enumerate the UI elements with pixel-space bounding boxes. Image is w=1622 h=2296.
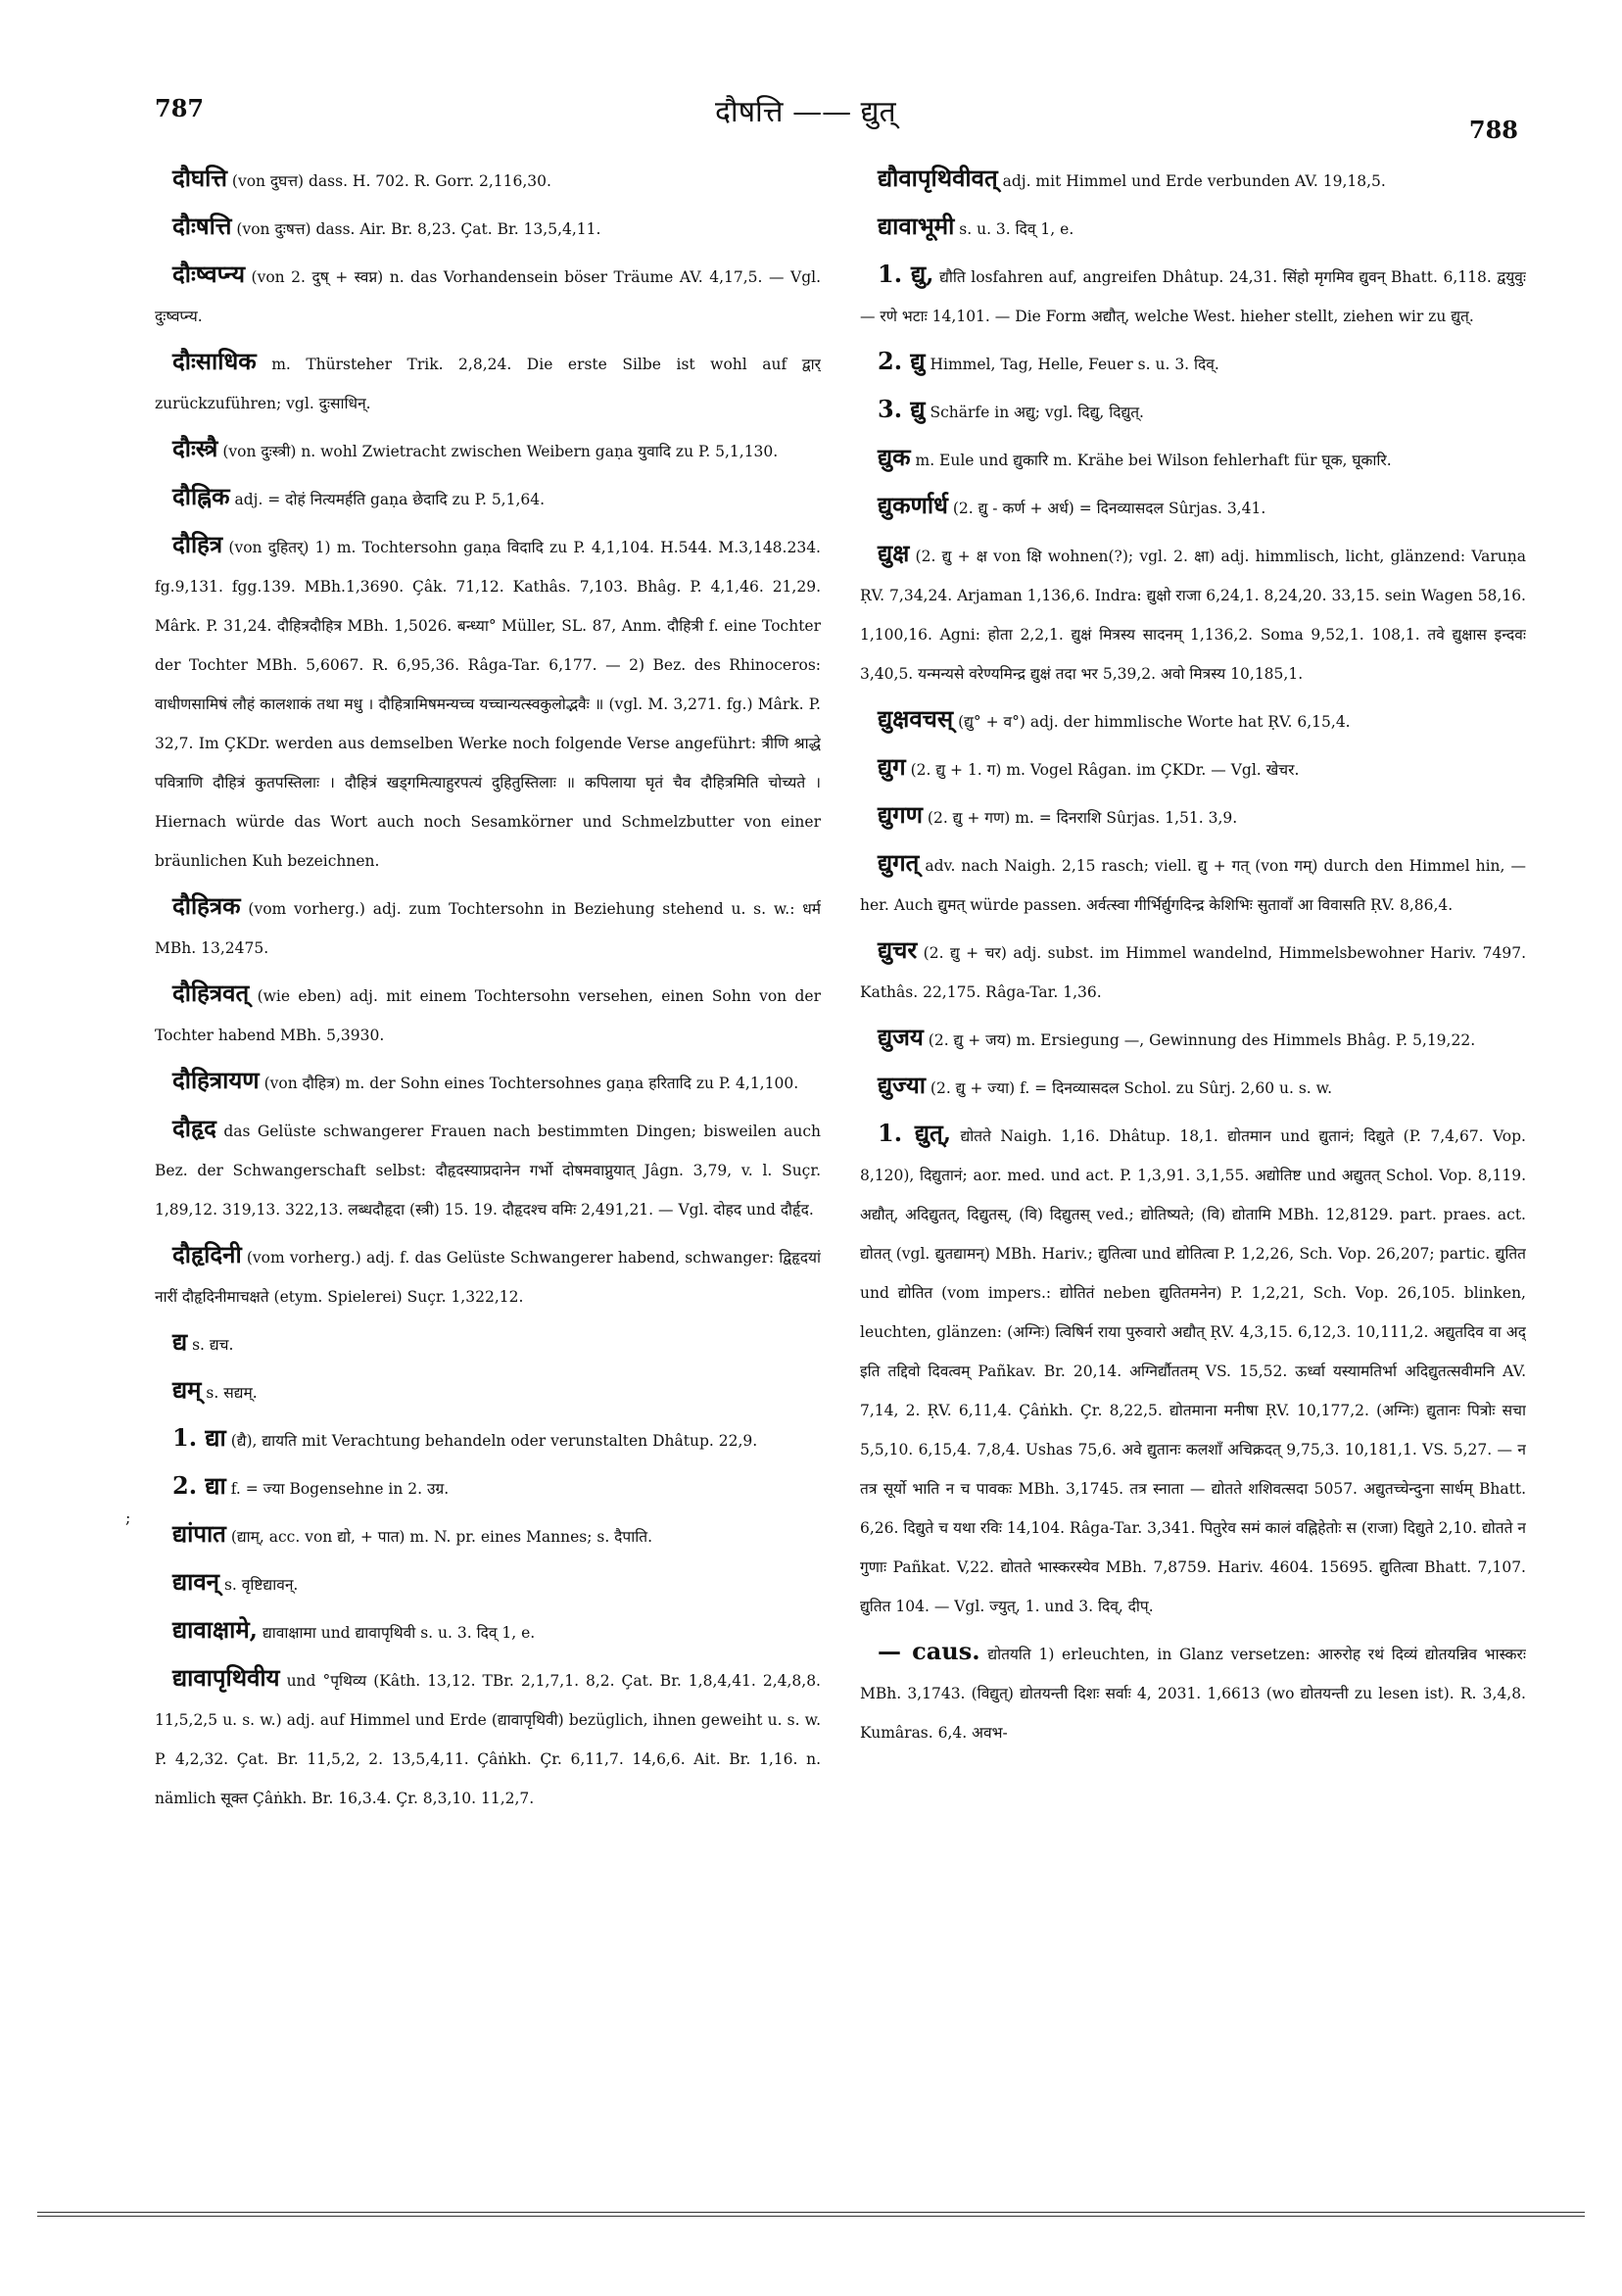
right-column <box>860 159 1526 2079</box>
dictionary-entry <box>155 1370 821 1412</box>
bottom-rule-second <box>37 2216 1585 2217</box>
entry-headword: दौहृद <box>172 1114 216 1142</box>
entry-text: (von दुःषत्त) dass. Air. Br. 8,23. Çat. Br. 13,5,4,11. <box>236 220 601 238</box>
entry-headword: दौःषत्ति <box>172 212 232 240</box>
entry-headword: द्युचर <box>878 935 918 964</box>
dictionary-entry <box>860 159 1526 201</box>
page-number-right: 788 <box>1468 116 1518 144</box>
entry-text: s. u. 3. दिव् 1, e. <box>959 220 1074 238</box>
entry-text: Schärfe in अद्यु; vgl. दिद्यु, दिद्युत्. <box>930 404 1144 421</box>
entry-text: (2. द्यु + गण) m. = दिनराशि Sûrjas. 1,51. 3,9. <box>927 809 1238 827</box>
entry-text: द्योतयति 1) erleuchten, in Glanz versetzen: आरुरोह रथं दिव्यं द्योतयन्निव भास्करः MBh. 3,1743. (विद्युत्) द्योतयन्ती दिशः सर्वाः 4, 2031. 1,6613 (wo द्योतयन्ती zu lesen ist). R. 3,4,8. Kumâras. 6,4. अवभ- <box>860 1646 1526 1742</box>
dictionary-entry <box>860 843 1526 925</box>
dictionary-entry <box>860 534 1526 694</box>
dictionary-entry <box>155 1658 821 1818</box>
entry-text: (vom vorherg.) adj. f. das Gelüste Schwangerer habend, schwanger: द्विहृदयां नारीं दौहृदिनीमाचक्षते (etym. Spielerei) Suçr. 1,322,12. <box>155 1249 821 1306</box>
dictionary-entry <box>860 207 1526 249</box>
entry-headword: दौह्निक <box>172 482 230 510</box>
entry-headword: दौघत्ति <box>172 164 227 192</box>
entry-headword: दौहित्रक <box>172 891 241 920</box>
entry-text: adv. nach Naigh. 2,15 rasch; viell. द्यु + गत् (von गम्) durch den Himmel hin, — her. Auch द्युमत् würde passen. अर्वत्स्वा गीर्भिर्द्युगदिन्द्र केशिभिः सुतावाँ आ विवासति ṚV. 8,86,4. <box>860 857 1526 914</box>
entry-text: (द्यु° + व°) adj. der himmlische Worte hat ṚV. 6,15,4. <box>958 713 1351 731</box>
entry-text: (von दुहितर्) 1) m. Tochtersohn gaṇa विदादि zu P. 4,1,104. H.544. M.3,148.234. fg.9,131. fgg.139. MBh.1,3690. Çâk. 71,12. Kathâs. 7,103. Bhâg. P. 4,1,46. 21,29. Mârk. P. 31,24. दौहित्रदौहित्र MBh. 1,5026. बन्ध्या° Müller, SL. 87, Anm. दौहित्री f. eine Tochter der Tochter MBh. 5,6067. R. 6,95,36. Râga-Tar. 6,177. — 2) Bez. des Rhinoceros: वाधीणसामिषं लौहं कालशाकं तथा मधु । दौहित्रामिषमन्यच्च यच्चान्यत्स्वकुलोद्भवैः ॥ (vgl. M. 3,271. fg.) Mârk. P. 32,7. Im ÇKDr. werden aus demselben Werke noch folgende Verse angeführt: त्रीणि श्राद्धे पवित्राणि दौहित्रं कुतपस्तिलाः । दौहित्रं खड्गमित्याहुरपत्यं दुहितुस्तिलाः ॥ कपिलाया घृतं चैव दौहित्रमिति चोच्यते । Hiernach würde das Wort auch noch Sesamkörner und Schmelzbutter von einer bräunlichen Kuh bezeichnen. <box>155 539 821 870</box>
dictionary-entry <box>860 795 1526 837</box>
dictionary-entry <box>155 525 821 881</box>
entry-text: (2. द्यु + जय) m. Ersiegung —, Gewinnung des Himmels Bhâg. P. 5,19,22. <box>928 1031 1476 1049</box>
dictionary-entry <box>155 974 821 1055</box>
dictionary-entry <box>860 1632 1526 1752</box>
entry-headword: द्यम् <box>172 1375 202 1404</box>
dictionary-entry <box>860 931 1526 1012</box>
entry-text: m. Thürsteher Trik. 2,8,24. Die erste Silbe ist wohl auf द्वार् zurückzuführen; vgl. दुःसाधिन्. <box>155 356 821 412</box>
entry-text: (2. द्यु + 1. ग) m. Vogel Râgan. im ÇKDr. — Vgl. खेचर. <box>910 761 1300 779</box>
entry-text: (2. द्यु + चर) adj. subst. im Himmel wandelnd, Himmelsbewohner Hariv. 7497. Kathâs. 22,175. Râga-Tar. 1,36. <box>860 944 1526 1001</box>
entry-headword: द्युजय <box>878 1023 924 1051</box>
dictionary-columns <box>155 159 1526 2079</box>
dictionary-entry <box>155 886 821 968</box>
entry-text: (von दौहित्र) m. der Sohn eines Tochtersohnes gaṇa हरितादि zu P. 4,1,100. <box>263 1075 799 1092</box>
entry-headword: द्यावापृथिवीय <box>172 1663 280 1692</box>
bottom-rule <box>37 2212 1585 2213</box>
entry-text: Himmel, Tag, Helle, Feuer s. u. 3. दिव्. <box>930 356 1219 373</box>
entry-headword: दौहित्रवत् <box>172 979 250 1007</box>
entry-text: (von दुःस्त्री) n. wohl Zwietracht zwischen Weibern gaṇa युवादि zu P. 5,1,130. <box>222 443 779 460</box>
entry-headword: 1. द्या <box>172 1423 226 1452</box>
entry-text: adj. mit Himmel und Erde verbunden AV. 19,18,5. <box>1002 172 1386 190</box>
entry-headword: द्यावन् <box>172 1567 219 1596</box>
entry-headword: — caus. <box>878 1637 980 1665</box>
dictionary-entry <box>155 477 821 519</box>
entry-headword: दौःस्त्रै <box>172 434 218 462</box>
dictionary-entry <box>155 159 821 201</box>
entry-text: (vom vorherg.) adj. zum Tochtersohn in Beziehung stehend u. s. w.: धर्म MBh. 13,2475. <box>155 900 821 957</box>
dictionary-entry <box>155 255 821 336</box>
entry-headword: द्युक्ष <box>878 539 910 567</box>
entry-text: (द्यै), द्यायति mit Verachtung behandeln oder verunstalten Dhâtup. 22,9. <box>230 1432 758 1450</box>
entry-text: द्यावाक्षामा und द्यावापृथिवी s. u. 3. दिव् 1, e. <box>262 1624 536 1642</box>
entry-headword: द्युगत् <box>878 848 920 877</box>
entry-text: s. सद्यम्. <box>206 1384 258 1402</box>
dictionary-entry <box>155 429 821 471</box>
entry-text: und °पृथिव्य (Kâth. 13,12. TBr. 2,1,7,1. 8,2. Çat. Br. 1,8,4,41. 2,4,8,8. 11,5,2,5 u. s. w.) adj. auf Himmel und Erde (द्यावापृथिवी) bezüglich, ihnen geweiht u. s. w. P. 4,2,32. Çat. Br. 11,5,2, 2. 13,5,4,11. Çâṅkh. Çr. 6,11,7. 14,6,6. Ait. Br. 1,16. n. nämlich सूक्त Çâṅkh. Br. 16,3.4. Çr. 8,3,10. 11,2,7. <box>155 1672 821 1807</box>
entry-headword: द्यांपात <box>172 1519 226 1548</box>
entry-text: (2. द्यु - कर्ण + अर्ध) = दिनव्यासदल Sûrjas. 3,41. <box>952 500 1266 517</box>
entry-headword: द्यौवापृथिवीवत् <box>878 164 998 192</box>
entry-text: s. वृष्टिद्यावन्. <box>223 1576 299 1594</box>
dictionary-entry <box>155 207 821 249</box>
dictionary-entry <box>155 1418 821 1460</box>
entry-text: (wie eben) adj. mit einem Tochtersohn versehen, einen Sohn von der Tochter habend MBh. 5,3930. <box>155 987 821 1044</box>
left-column <box>155 159 821 2079</box>
entry-headword: द्युगण <box>878 800 923 829</box>
entry-headword: द्युक <box>878 443 911 471</box>
entry-headword: द्युज्या <box>878 1071 926 1099</box>
entry-headword: 1. द्युत्, <box>878 1119 952 1147</box>
entry-text: das Gelüste schwangerer Frauen nach bestimmten Dingen; bisweilen auch Bez. der Schwangerschaft selbst: दौहृदस्याप्रदानेन गर्भो दोषमवाप्नुयात् Jâgn. 3,79, v. l. Suçr. 1,89,12. 319,13. 322,13. लब्धदौहृदा (स्त्री) 15. 19. दौहृदश्च वमिः 2,491,21. — Vgl. दोहद und दौर्हृद. <box>155 1123 821 1219</box>
entry-text: m. Eule und द्युकारि m. Krähe bei Wilson fehlerhaft für घूक, घूकारि. <box>915 452 1392 469</box>
entry-headword: दौहृदिनी <box>172 1240 242 1268</box>
dictionary-entry <box>860 390 1526 432</box>
entry-headword: 2. द्या <box>172 1471 226 1500</box>
entry-headword: 3. द्यु <box>878 395 926 423</box>
entry-text: द्यौति losfahren auf, angreifen Dhâtup. 24,31. सिंहो मृगमिव द्युवन् Bhatt. 6,118. द्वयुवुः — रणे भटाः 14,101. — Die Form अद्यौत्, welche West. hieher stellt, ziehen wir zu द्युत्. <box>860 268 1526 325</box>
entry-text: (von दुघत्त) dass. H. 702. R. Gorr. 2,116,30. <box>231 172 551 190</box>
entry-headword: दौःसाधिक <box>172 347 257 375</box>
dictionary-entry <box>155 1235 821 1316</box>
entry-headword: 1. द्यु, <box>878 260 934 288</box>
entry-text: (2. द्यु + क्ष von क्षि wohnen(?); vgl. 2. क्षा) adj. himmlisch, licht, glänzend: Varuṇa ṚV. 7,34,24. Arjaman 1,136,6. Indra: द्युक्षो राजा 6,24,1. 8,24,20. 33,15. sein Wagen 58,16. 1,100,16. Agni: होता 2,2,1. द्युक्षं मित्रस्य सादनम् 1,136,2. Soma 9,52,1. 108,1. तवे द्युक्षास इन्दवः 3,40,5. यन्मन्यसे वरेण्यमिन्द्र द्युक्षं तदा भर 5,39,2. अवो मित्रस्य 10,185,1. <box>860 548 1526 683</box>
entry-text: s. द्यच. <box>192 1336 234 1354</box>
page-header <box>147 86 1518 145</box>
entry-headword: दौहित्रायण <box>172 1066 260 1094</box>
entry-headword: द्यावाभूमी <box>878 212 955 240</box>
dictionary-entry <box>155 1610 821 1652</box>
entry-text: adj. = दोहं नित्यमर्हति gaṇa छेदादि zu P. 5,1,64. <box>234 491 546 508</box>
entry-headword: द्युक्षवचस् <box>878 704 954 733</box>
entry-headword: 2. द्यु <box>878 347 926 375</box>
dictionary-entry <box>860 699 1526 741</box>
entry-text: (2. द्यु + ज्या) f. = दिनव्यासदल Schol. zu Sûrj. 2,60 u. s. w. <box>930 1079 1332 1097</box>
dictionary-entry <box>860 342 1526 384</box>
entry-headword: द्युग <box>878 752 906 781</box>
dictionary-entry <box>860 1114 1526 1626</box>
dictionary-entry <box>155 1061 821 1103</box>
dictionary-entry <box>860 255 1526 336</box>
entry-text: f. = ज्या Bogensehne in 2. उग्र. <box>230 1480 450 1498</box>
entry-text: (द्याम्, acc. von द्यो, + पात) m. N. pr. eines Mannes; s. दैपाति. <box>230 1528 653 1546</box>
dictionary-entry <box>860 747 1526 789</box>
entry-text: द्योतते Naigh. 1,16. Dhâtup. 18,1. द्योतमान und द्युतानं; दिद्युते (P. 7,4,67. Vop. 8,120), दिद्युतानं; aor. med. und act. P. 1,3,91. 3,1,55. अद्योतिष्ट und अद्युतत् Schol. Vop. 8,119. अद्यौत्, अदिद्युतत्, दिद्युतस्, (वि) दिद्युतस् ved.; द्योतिष्यते; (वि) द्योतामि MBh. 12,8129. part. praes. act. द्योतत् (vgl. द्युतद्यामन्) MBh. Hariv.; द्युतित्वा und द्योतित्वा P. 1,2,26, Sch. Vop. 26,207; partic. द्युतित und द्योतित (vom impers.: द्योतितं neben द्युतितमनेन) P. 1,2,21, Sch. Vop. 26,105. blinken, leuchten, glänzen: (अग्निः) त्विषिर्न राया पुरुवारो अद्यौत् ṚV. 4,3,15. 6,12,3. 10,111,2. अद्युतदिव वा अद् इति तद्दिवो दिवत्वम् Pañkav. Br. 20,14. अग्निर्द्यौततम् VS. 15,52. ऊर्ध्वा यस्यामतिर्भा अदिद्युतत्सवीमनि AV. 7,14, 2. ṚV. 6,11,4. Çâṅkh. Çr. 8,22,5. द्योतमाना मनीषा ṚV. 10,177,2. (अग्निः) द्युतानः पित्रोः सचा 5,5,10. 6,15,4. 7,8,4. Ushas 75,6. अवे द्युतानः कलशाँ अचिक्रदत् 9,75,3. 10,181,1. VS. 5,27. — न तत्र सूर्यो भाति न च पावकः MBh. 3,1745. तत्र स्नाता — द्योतते शशिवत्सदा 5057. अद्युतच्चेन्दुना सार्धम् Bhatt. 6,26. दिद्युते च यथा रविः 14,104. Râga-Tar. 3,341. पितुरेव समं कालं वह्निहेतोः स (राजा) दिद्युते 2,10. द्योतते न गुणाः Pañkat. V,22. द्योतते भास्करस्येव MBh. 7,8759. Hariv. 4604. 15695. द्युतित्वा Bhatt. 7,107. द्युतित 104. — Vgl. ज्युत्, 1. und 3. दिव्, दीप्. <box>860 1127 1526 1615</box>
entry-headword: दौःष्वप्न्य <box>172 260 245 288</box>
dictionary-entry <box>860 1018 1526 1060</box>
dictionary-entry <box>860 486 1526 528</box>
dictionary-entry <box>155 1514 821 1556</box>
entry-headword: द्युकर्णार्ध <box>878 491 948 519</box>
dictionary-entry <box>155 1322 821 1364</box>
dictionary-entry <box>155 1109 821 1229</box>
dictionary-entry <box>860 438 1526 480</box>
margin-mark: ; <box>125 1508 131 1527</box>
dictionary-entry <box>155 1466 821 1508</box>
dictionary-entry <box>860 1066 1526 1108</box>
entry-headword: द्य <box>172 1327 188 1356</box>
running-head: दौषत्ति —— द्युत् <box>715 95 896 129</box>
entry-headword: द्यावाक्षामे, <box>172 1615 259 1644</box>
dictionary-entry <box>155 342 821 423</box>
entry-text: (von 2. दुष् + स्वप्न) n. das Vorhandensein böser Träume AV. 4,17,5. — Vgl. दुःष्वप्न्य. <box>155 268 821 325</box>
page-number-left: 787 <box>155 94 205 122</box>
entry-headword: दौहित्र <box>172 530 223 558</box>
dictionary-entry <box>155 1562 821 1604</box>
